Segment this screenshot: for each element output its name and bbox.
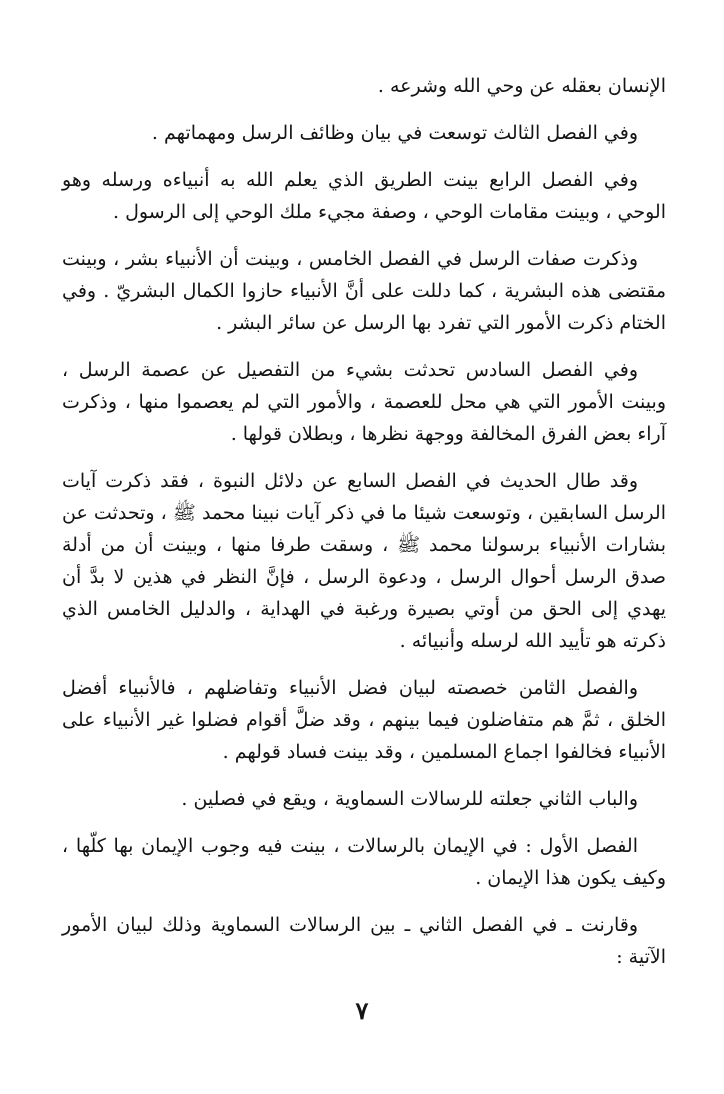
paragraph-7: والفصل الثامن خصصته لبيان فضل الأنبياء وتفاضلهم ، فالأنبياء أفضل الخلق ، ثمَّ هم متفاضلون فيما بينهم ، وقد ضلَّ أقوام فضلوا غير الأنبياء على الأنبياء فخالفوا اجماع المسلمين ، وقد بينت فساد قولهم .	[62, 677, 666, 763]
paragraph-1: الإنسان بعقله عن وحي الله وشرعه .	[377, 75, 666, 97]
paragraph-8: والباب الثاني جعلته للرسالات السماوية ، ويقع في فصلين .	[181, 788, 638, 810]
paragraph-9: الفصل الأول : في الإيمان بالرسالات ، بينت فيه وجوب الإيمان بها كلّها ، وكيف يكون هذا الإيمان .	[62, 835, 666, 889]
paragraph-5: وفي الفصل السادس تحدثت بشيء من التفصيل عن عصمة الرسل ، وبينت الأمور التي هي محل للعصمة ، والأمور التي لم يعصموا منها ، وذكرت آراء بعض الفرق المخالفة ووجهة نظرها ، وبطلان قولها .	[62, 359, 666, 445]
paragraph-3: وفي الفصل الرابع بينت الطريق الذي يعلم الله به أنبياءه ورسله وهو الوحي ، وبينت مقامات الوحي ، وصفة مجيء ملك الوحي إلى الرسول .	[62, 169, 666, 223]
body-text	[62, 70, 666, 988]
paragraph-10: وقارنت ـ في الفصل الثاني ـ بين الرسالات السماوية وذلك لبيان الأمور الآتية :	[62, 914, 666, 968]
page-number: ٧	[355, 996, 369, 1025]
paragraph-2: وفي الفصل الثالث توسعت في بيان وظائف الرسل ومهماتهم .	[151, 122, 638, 144]
paragraph-4: وذكرت صفات الرسل في الفصل الخامس ، وبينت أن الأنبياء بشر ، وبينت مقتضى هذه البشرية ، كما دللت على أنَّ الأنبياء حازوا الكمال البشريّ . وفي الختام ذكرت الأمور التي تفرد بها الرسل عن سائر البشر .	[62, 248, 666, 334]
paragraph-6: وقد طال الحديث في الفصل السابع عن دلائل النبوة ، فقد ذكرت آيات الرسل السابقين ، وتوسعت شيئا ما في ذكر آيات نبينا محمد ﷺ ، وتحدثت عن بشارات الأنبياء برسولنا محمد ﷺ ، وسقت طرفا منها ، وبينت أن من أدلة صدق الرسل أحوال الرسل ، ودعوة الرسل ، فإنَّ النظر في هذين لا بدَّ أن يهدي إلى الحق من أوتي بصيرة ورغبة في الهداية ، والدليل الخامس الذي ذكرته هو تأييد الله لرسله وأنبيائه .	[62, 470, 666, 652]
